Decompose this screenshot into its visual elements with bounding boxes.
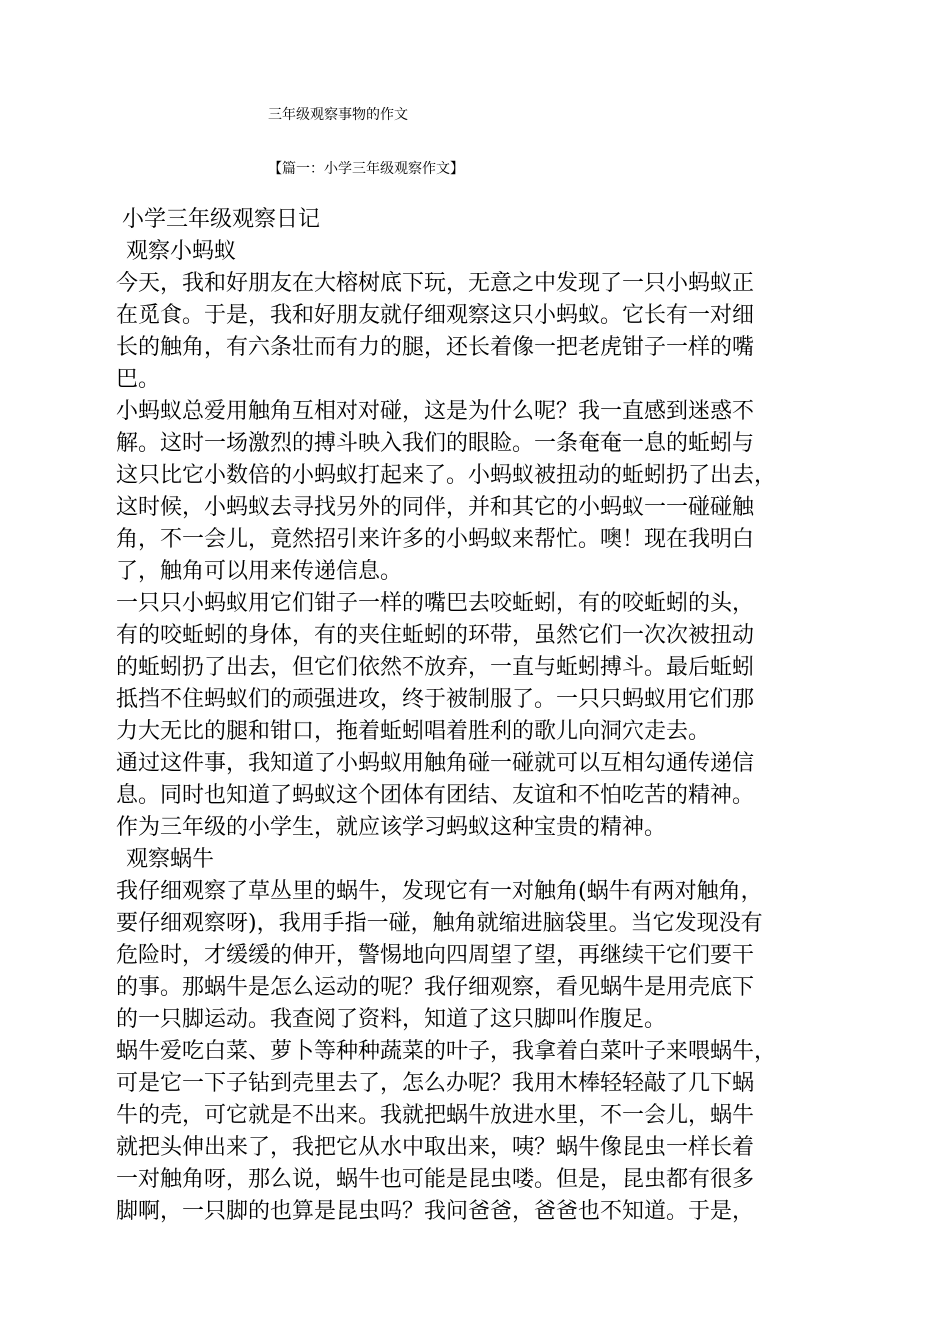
- text-line: 抵挡不住蚂蚁们的顽强进攻，终于被制服了。一只只蚂蚁用它们那: [116, 687, 755, 712]
- text-line: 的一只脚运动。我查阅了资料，知道了这只脚叫作腹足。: [116, 1007, 667, 1032]
- text-line: 巴。: [116, 367, 161, 392]
- text-line: 就把头伸出来了，我把它从水中取出来，咦？蜗牛像昆虫一样长着: [116, 1135, 755, 1160]
- text-line: 这只比它小数倍的小蚂蚁打起来了。小蚂蚁被扭动的蚯蚓扔了出去，: [116, 463, 777, 488]
- text-line: 牛的壳，可它就是不出来。我就把蜗牛放进水里，不一会儿，蜗牛: [116, 1103, 755, 1128]
- text-line: 了，触角可以用来传递信息。: [116, 559, 403, 584]
- text-line: 通过这件事，我知道了小蚂蚁用触角碰一碰就可以互相勾通传递信: [116, 751, 755, 776]
- text-line: 可是它一下子钻到壳里去了，怎么办呢？我用木棒轻轻敲了几下蜗: [116, 1071, 755, 1096]
- text-line: 角，不一会儿，竟然招引来许多的小蚂蚁来帮忙。噢！现在我明白: [116, 527, 755, 552]
- text-line: 作为三年级的小学生，就应该学习蚂蚁这种宝贵的精神。: [116, 815, 667, 840]
- text-line: 在觅食。于是，我和好朋友就仔细观察这只小蚂蚁。它长有一对细: [116, 303, 755, 328]
- text-line: 脚啊，一只脚的也算是昆虫吗？我问爸爸，爸爸也不知道。于是，: [116, 1199, 755, 1224]
- text-line: 要仔细观察呀)，我用手指一碰，触角就缩进脑袋里。当它发现没有: [116, 911, 763, 936]
- text-line: 长的触角，有六条壮而有力的腿，还长着像一把老虎钳子一样的嘴: [116, 335, 755, 360]
- text-line: 的蚯蚓扔了出去，但它们依然不放弃，一直与蚯蚓搏斗。最后蚯蚓: [116, 655, 755, 680]
- text-line: 一只只小蚂蚁用它们钳子一样的嘴巴去咬蚯蚓，有的咬蚯蚓的头，: [116, 591, 755, 616]
- document-header: 三年级观察事物的作文: [268, 107, 408, 123]
- text-line: 有的咬蚯蚓的身体，有的夹住蚯蚓的环带，虽然它们一次次被扭动: [116, 623, 755, 648]
- text-line: 力大无比的腿和钳口，拖着蚯蚓唱着胜利的歌儿向洞穴走去。: [116, 719, 711, 744]
- text-line: 今天，我和好朋友在大榕树底下玩，无意之中发现了一只小蚂蚁正: [116, 271, 755, 296]
- text-line: 的事。那蜗牛是怎么运动的呢？我仔细观察，看见蜗牛是用壳底下: [116, 975, 755, 1000]
- section-heading: 观察蜗牛: [126, 847, 215, 872]
- document-body: [116, 204, 828, 1228]
- text-line: 解。这时一场激烈的搏斗映入我们的眼睑。一条奄奄一息的蚯蚓与: [116, 431, 755, 456]
- document-subheader: 【篇一：小学三年级观察作文】: [268, 161, 464, 177]
- text-line: 小蚂蚁总爱用触角互相对对碰，这是为什么呢？我一直感到迷惑不: [116, 399, 755, 424]
- text-line: 息。同时也知道了蚂蚁这个团体有团结、友谊和不怕吃苦的精神。: [116, 783, 755, 808]
- document-title: 小学三年级观察日记: [122, 207, 321, 232]
- text-line: 我仔细观察了草丛里的蜗牛，发现它有一对触角(蜗牛有两对触角，: [116, 879, 763, 904]
- text-line: 危险时，才缓缓的伸开，警惕地向四周望了望，再继续干它们要干: [116, 943, 755, 968]
- text-line: 蜗牛爱吃白菜、萝卜等种种蔬菜的叶子，我拿着白菜叶子来喂蜗牛，: [116, 1039, 777, 1064]
- section-heading: 观察小蚂蚁: [126, 239, 237, 264]
- text-line: 这时候，小蚂蚁去寻找另外的同伴，并和其它的小蚂蚁一一碰碰触: [116, 495, 755, 520]
- text-line: 一对触角呀，那么说，蜗牛也可能是昆虫喽。但是，昆虫都有很多: [116, 1167, 755, 1192]
